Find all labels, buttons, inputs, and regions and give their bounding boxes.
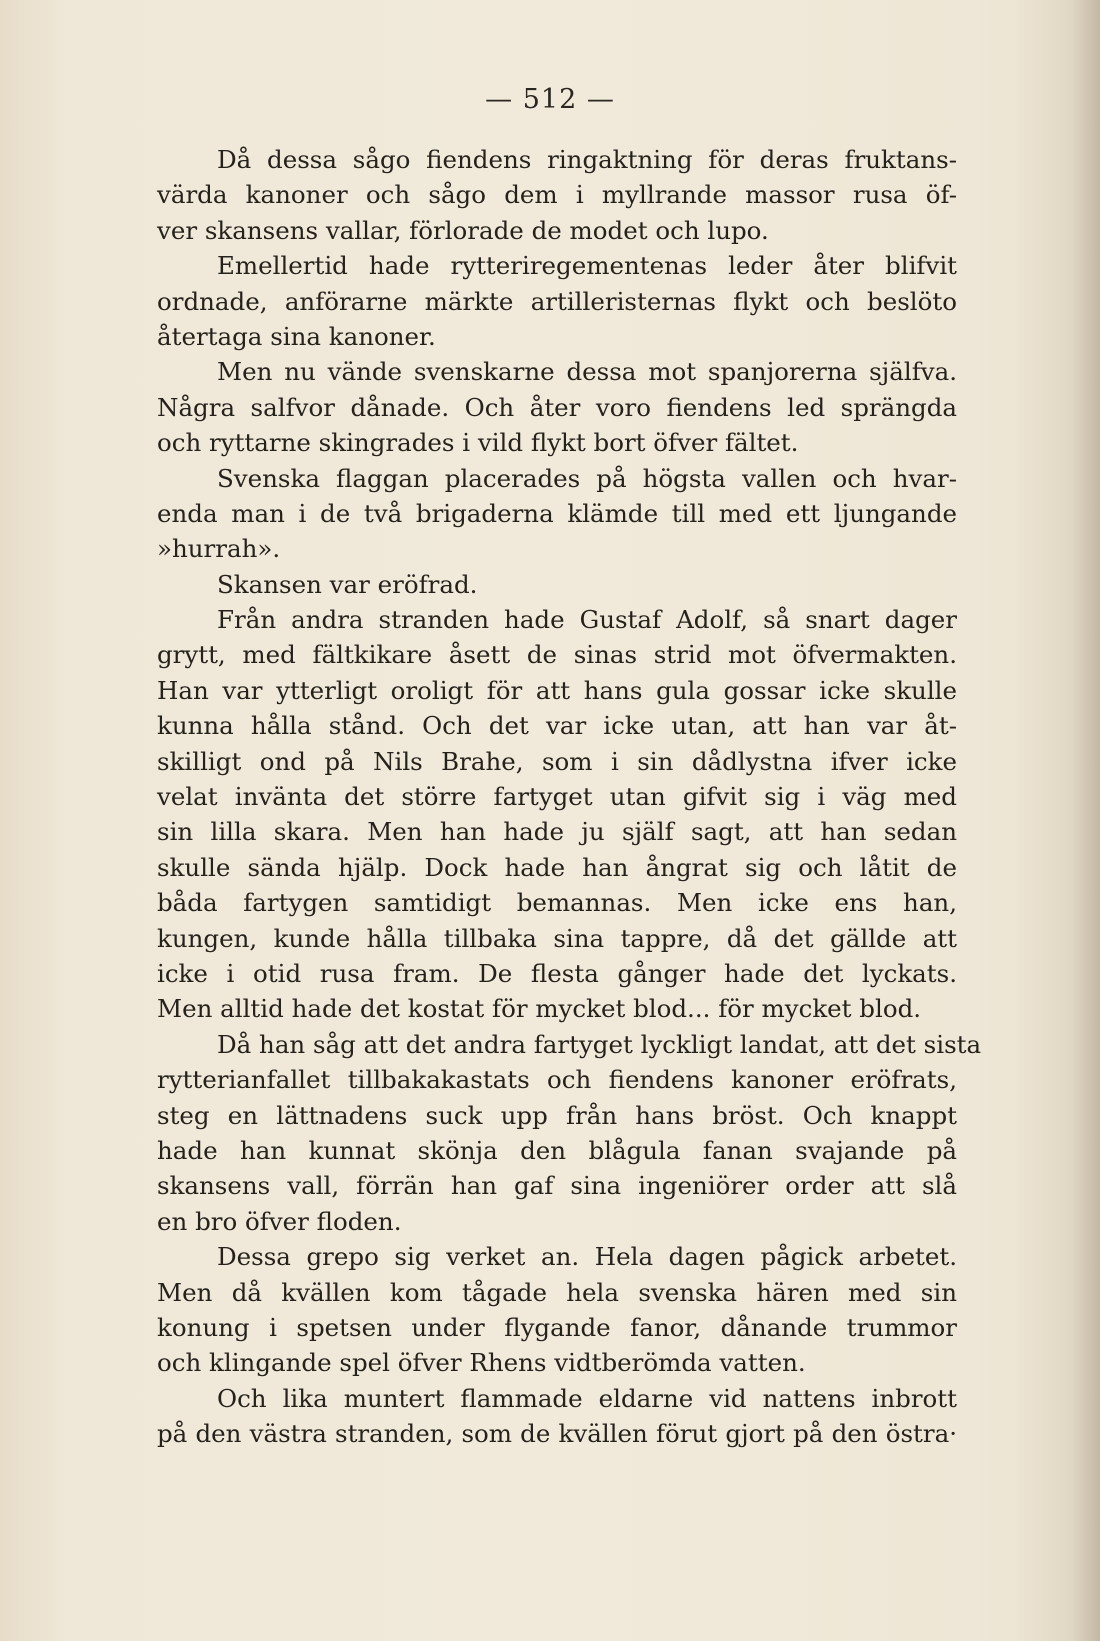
page-number: — 512 — [485, 84, 615, 115]
text-line: skilligt ond på Nils Brahe, som i sin dådlystna ifver icke [157, 746, 957, 776]
text-line: Några salfvor dånade. Och åter voro fiendens led sprängda [157, 392, 957, 422]
text-line: Men alltid hade det kostat för mycket blod... för mycket blod. [157, 994, 922, 1024]
text-line: konung i spetsen under flygande fanor, dånande trummor [157, 1312, 957, 1342]
text-line: »hurrah». [157, 534, 281, 564]
text-line: Svenska flaggan placerades på högsta vallen och hvar- [217, 463, 957, 493]
text-line: på den västra stranden, som de kvällen förut gjort på den östra· [157, 1419, 957, 1449]
text-line: sin lilla skara. Men han hade ju själf sagt, att han sedan [157, 817, 957, 847]
text-line: skulle sända hjälp. Dock hade han ångrat sig och låtit de [157, 852, 957, 882]
text-line: steg en lättnadens suck upp från hans bröst. Och knappt [157, 1100, 957, 1130]
text-line: en bro öfver floden. [157, 1206, 402, 1236]
text-line: Men då kvällen kom tågade hela svenska hären med sin [157, 1277, 957, 1307]
text-line: båda fartygen samtidigt bemannas. Men icke ens han, [157, 888, 957, 918]
text-line: Då dessa sågo fiendens ringaktning för deras fruktans- [217, 145, 957, 174]
text-line: grytt, med fältkikare åsett de sinas strid mot öfvermakten. [157, 640, 957, 670]
text-line: Men nu vände svenskarne dessa mot spanjorerna själfva. [217, 357, 957, 387]
body-text [157, 142, 982, 1451]
text-line: Och lika muntert flammade eldarne vid nattens inbrott [217, 1383, 957, 1413]
text-line: icke i otid rusa fram. De flesta gånger hade det lyckats. [157, 958, 957, 988]
text-line: velat invänta det större fartyget utan gifvit sig i väg med [157, 782, 957, 812]
text-line: Dessa grepo sig verket an. Hela dagen pågick arbetet. [217, 1242, 957, 1272]
text-line: Skansen var eröfrad. [217, 569, 478, 599]
text-line: Han var ytterligt oroligt för att hans gula gossar icke skulle [157, 675, 957, 705]
page-edge-shadow [1072, 0, 1100, 1641]
text-line: kunna hålla stånd. Och det var icke utan, att han var åt- [157, 711, 957, 741]
text-line: hade han kunnat skönja den blågula fanan svajande på [157, 1135, 957, 1165]
text-line: kungen, kunde hålla tillbaka sina tappre, då det gällde att [157, 923, 957, 953]
text-line: Emellertid hade rytteriregementenas leder åter blifvit [217, 251, 957, 281]
text-line: skansens vall, förrän han gaf sina ingeniörer order att slå [157, 1171, 957, 1201]
text-line: enda man i de två brigaderna klämde till med ett ljungande [157, 498, 957, 528]
text-line: ordnade, anförarne märkte artilleristernas flykt och beslöto [157, 286, 957, 316]
text-line: värda kanoner och sågo dem i myllrande massor rusa öf- [157, 180, 957, 210]
text-line: ver skansens vallar, förlorade de modet och lupo. [157, 215, 769, 245]
text-line: Från andra stranden hade Gustaf Adolf, så snart dager [217, 605, 957, 635]
text-line: och klingande spel öfver Rhens vidtberömda vatten. [157, 1348, 806, 1378]
text-line: och ryttarne skingrades i vild flykt bort öfver fältet. [157, 428, 799, 458]
text-line: rytterianfallet tillbakakastats och fiendens kanoner eröfrats, [157, 1065, 957, 1095]
text-line: återtaga sina kanoner. [157, 321, 436, 351]
text-line: Då han såg att det andra fartyget lyckligt landat, att det sista [217, 1029, 982, 1059]
